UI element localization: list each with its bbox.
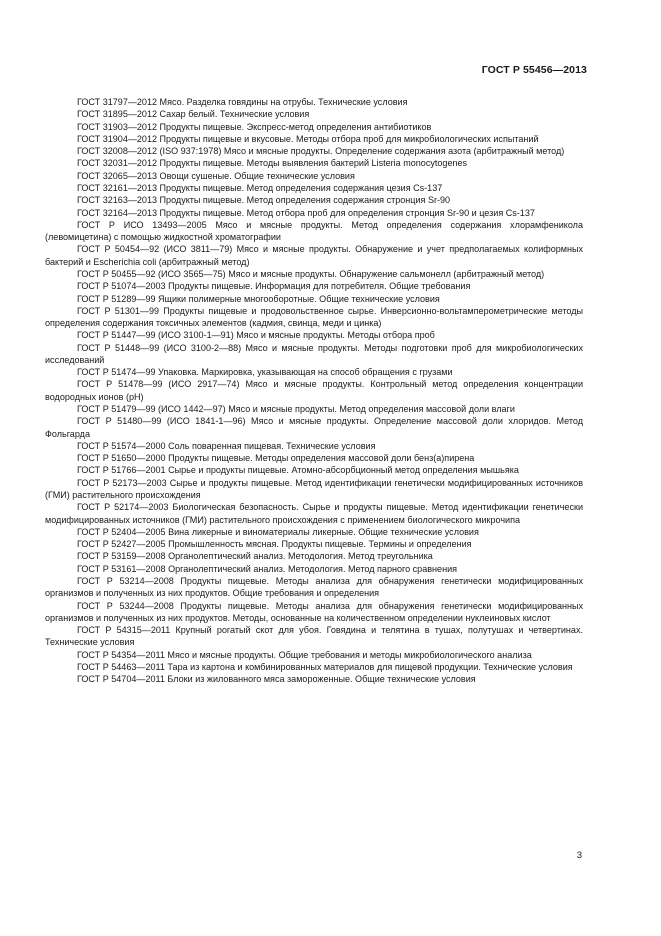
reference-entry: ГОСТ Р 51650—2000 Продукты пищевые. Методы определения массовой доли бенз(а)пирена [77,453,475,464]
document-standard-id: ГОСТ Р 55456—2013 [481,64,587,76]
reference-entry: ГОСТ Р 53161—2008 Органолептический анализ. Методология. Метод парного сравнения [77,563,458,574]
reference-entry: ГОСТ Р 54315—2011 Крупный рогатый скот для убоя. Говядина и телятина в тушах, полутушах и четвертинах. Технические условия [45,625,583,648]
reference-entry: ГОСТ Р 53244—2008 Продукты пищевые. Методы анализа для обнаружения генетически модифицированных организмов и полученных из них продуктов. Методы, основанные на количественном определении нуклеиновых кислот [45,600,583,623]
reference-entry: ГОСТ Р 51766—2001 Сырье и продукты пищевые. Атомно-абсорбционный метод определения мышьяка [77,465,519,476]
reference-entry: ГОСТ Р 51447—99 (ИСО 3100-1—91) Мясо и мясные продукты. Методы отбора проб [77,330,435,341]
reference-entry: ГОСТ Р 51289—99 Ящики полимерные многооборотные. Общие технические условия [77,293,440,304]
reference-entry: ГОСТ Р 51478—99 (ИСО 2917—74) Мясо и мясные продукты. Контрольный метод определения концентрации водородных ионов (рН) [45,379,583,402]
reference-entry: ГОСТ Р 51448—99 (ИСО 3100-2—88) Мясо и мясные продукты. Методы подготовки проб для микробиологических исследований [45,342,583,365]
reference-entry: ГОСТ Р 52404—2005 Вина ликерные и виноматериалы ликерные. Общие технические условия [77,526,479,537]
reference-entry: ГОСТ 31797—2012 Мясо. Разделка говядины на отрубы. Технические условия [77,97,408,107]
reference-entry: ГОСТ Р 53214—2008 Продукты пищевые. Методы анализа для обнаружения генетически модифицированных организмов и полученных из них продуктов. Общие требования и определения [45,575,583,599]
reference-entry: ГОСТ Р 51074—2003 Продукты пищевые. Информация для потребителя. Общие требования [77,281,471,292]
reference-entry: ГОСТ Р 50454—92 (ИСО 3811—79) Мясо и мясные продукты. Обнаружение и учет предполагаемых колиформных бактерий и Escherichia coli (арбитражный метод) [45,244,583,267]
reference-entry: ГОСТ 31903—2012 Продукты пищевые. Экспресс-метод определения антибиотиков [77,121,432,132]
reference-entry: ГОСТ Р 51574—2000 Соль поваренная пищевая. Технические условия [77,440,376,451]
reference-entry: ГОСТ Р ИСО 13493—2005 Мясо и мясные продукты. Метод определения содержания хлорамфеникола (левомицетина) с помощью жидкостной хроматографии [45,219,583,243]
reference-entry: ГОСТ 32031—2012 Продукты пищевые. Методы выявления бактерий Listeria monocytogenes [77,158,468,169]
reference-entry: ГОСТ Р 51301—99 Продукты пищевые и продовольственное сырье. Инверсионно-вольтамперометрические методы определения содержания токсичных элементов (кадмия, свинца, меди и цинка) [45,305,583,329]
reference-entry: ГОСТ 32164—2013 Продукты пищевые. Метод отбора проб для определения стронция Sr-90 и цезия Cs-137 [77,207,535,218]
reference-entry: ГОСТ Р 52174—2003 Биологическая безопасность. Сырье и продукты пищевые. Метод идентификации генетически модифицированных источников (ГМИ) растительного происхождения с применением биологического микрочипа [45,502,583,525]
page-number: 3 [576,850,582,861]
reference-entry: ГОСТ 32161—2013 Продукты пищевые. Метод определения содержания цезия Cs-137 [77,182,443,193]
reference-entry: ГОСТ 32163—2013 Продукты пищевые. Метод определения содержания стронция Sr-90 [77,195,451,206]
normative-references-list [45,96,583,686]
reference-entry: ГОСТ Р 51474—99 Упаковка. Маркировка, указывающая на способ обращения с грузами [77,367,453,378]
reference-entry: ГОСТ Р 53159—2008 Органолептический анализ. Методология. Метод треугольника [77,551,433,562]
reference-entry: ГОСТ 32065—2013 Овощи сушеные. Общие технические условия [77,170,355,181]
reference-entry: ГОСТ 31895—2012 Сахар белый. Технические условия [77,109,310,120]
reference-entry: ГОСТ Р 54463—2011 Тара из картона и комбинированных материалов для пищевой продукции. Технические условия [77,661,573,672]
reference-entry: ГОСТ Р 51479—99 (ИСО 1442—97) Мясо и мясные продукты. Метод определения массовой доли влаги [77,404,515,415]
reference-entry: ГОСТ Р 52173—2003 Сырье и продукты пищевые. Метод идентификации генетически модифицированных источников (ГМИ) растительного происхождения [45,477,583,500]
reference-entry: ГОСТ Р 54354—2011 Мясо и мясные продукты. Общие требования и методы микробиологического анализа [77,649,532,660]
reference-entry: ГОСТ Р 50455—92 (ИСО 3565—75) Мясо и мясные продукты. Обнаружение сальмонелл (арбитражный метод) [77,268,545,279]
reference-entry: ГОСТ 31904—2012 Продукты пищевые и вкусовые. Методы отбора проб для микробиологических испытаний [77,133,539,144]
reference-entry: ГОСТ 32008—2012 (ISO 937:1978) Мясо и мясные продукты. Определение содержания азота (арбитражный метод) [77,146,565,157]
reference-entry: ГОСТ Р 52427—2005 Промышленность мясная. Продукты пищевые. Термины и определения [77,539,472,550]
reference-entry: ГОСТ Р 54704—2011 Блоки из жилованного мяса замороженные. Общие технические условия [77,674,476,685]
reference-entry: ГОСТ Р 51480—99 (ИСО 1841-1—96) Мясо и мясные продукты. Определение массовой доли хлоридов. Метод Фольгарда [45,416,583,439]
